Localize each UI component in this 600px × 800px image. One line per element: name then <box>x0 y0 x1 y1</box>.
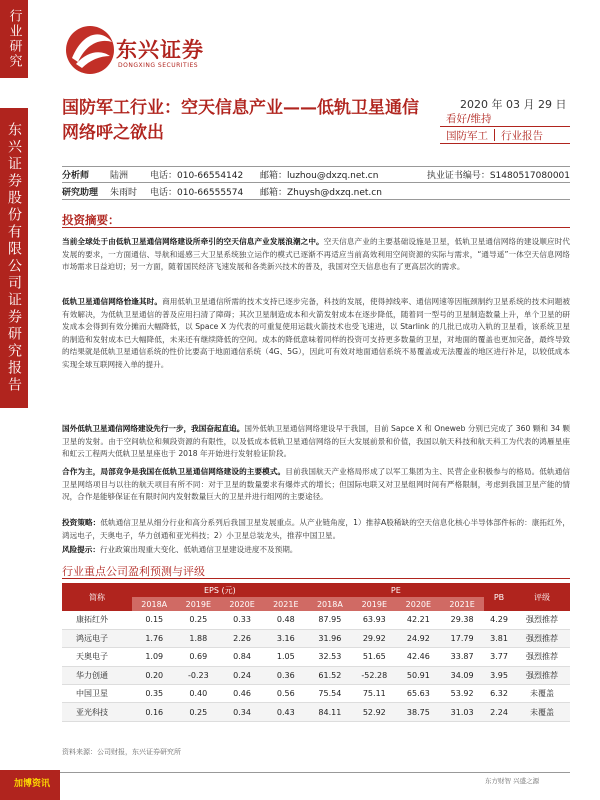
value-cell: 87.95 <box>308 611 352 629</box>
assistant-email[interactable]: 邮箱：Zhuysh@dxzq.net.cn <box>260 187 382 198</box>
table-header-row <box>62 583 570 597</box>
analyst-cert: 执业证书编号：S1480517080001 <box>426 171 570 181</box>
value-cell: 0.33 <box>220 611 264 629</box>
analyst-block <box>62 166 570 200</box>
sidebar-top-label: 行业研究 <box>0 0 28 78</box>
col-year: 2018A <box>132 597 176 611</box>
summary-title: 投资摘要： <box>62 213 120 227</box>
value-cell: 53.92 <box>440 685 484 703</box>
table-row <box>62 629 570 647</box>
logo-name: 东兴证券 <box>116 38 204 62</box>
company-name-cell: 鸿远电子 <box>62 629 132 647</box>
company-name-cell: 亚光科技 <box>62 703 132 721</box>
rating-cell: 强烈推荐 <box>514 648 570 666</box>
value-cell: 65.63 <box>396 685 440 703</box>
sidebar-main-label: 东兴证券股份有限公司证券研究报告 <box>0 108 28 408</box>
col-eps: EPS (元) <box>132 583 308 597</box>
col-pb: PB <box>484 583 514 611</box>
logo-subtitle: DONGXING SECURITIES <box>118 62 199 69</box>
paragraph-3-text: 国外低轨卫星通信网络建设早于我国，目前 Sapce X 和 Oneweb 分别已完成了 360 颗和 34 颗卫星的发射。由于空间轨位和频段资源的有限性，以及低成本低轨卫星通信网络的巨大发展前景和价值，我国以航天科技和航天科工为代表的鸿雁星座和虹云工程两大低轨卫星星座也于 2018 年开始进行发射验证阶段。 <box>62 424 571 458</box>
value-cell: 52.92 <box>352 703 396 721</box>
value-cell: 32.53 <box>308 648 352 666</box>
company-name-cell: 天奥电子 <box>62 648 132 666</box>
rating-cell: 未覆盖 <box>514 703 570 721</box>
paragraph-5-text: 低轨通信卫星从细分行业和高分系列后我国卫星发展重点。从产业链角度，1）推荐A股稀缺的空天信息化核心半导体部件标的：康拓红外，鸿远电子，天奥电子，华力创通和亚光科技；2）小卫星总装龙头，推荐中国卫星。 <box>62 518 570 540</box>
table-title: 行业重点公司盈利预测与评级 <box>62 565 205 578</box>
value-cell: 1.05 <box>264 648 308 666</box>
assistant-row <box>62 183 570 200</box>
value-cell: 34.09 <box>440 666 484 684</box>
paragraph-4 <box>62 466 570 504</box>
value-cell: 33.87 <box>440 648 484 666</box>
value-cell: 0.40 <box>176 685 220 703</box>
value-cell: 51.65 <box>352 648 396 666</box>
value-cell: 0.36 <box>264 666 308 684</box>
paragraph-2-text: 商用低轨卫星通信所需的技术支持已逐步完备，科技的发展，使得掉线率、通信网速等因瓶颈制约卫星系统的技术问题被有效解决，为低轨卫星通信的普及应用扫清了障碍；其次卫星制造成本和火箭发射成本在逐步降低，随着同一型号的卫星制造数量上升，单个卫星的研发成本会得到有效分摊而大幅降低，以 Space X 为代表的可重复使用运载火箭技术也受飞速进，以 Starlink 的几批已成功入轨的卫星看，该系统卫星的制造和发射成本已大幅降低，未来还有继续降低的空间。成本的降低意味着同样的投资可支持更多数量的卫星，对地面的覆盖也更加完备，最终导致的结果就是低轨卫星通信系统的性价比要高于地面通信系统（4G、5G），因此可有效对地面通信系统不易覆盖或无法覆盖的地区进行补足，以较低成本实现全球互联网接入单的提升。 <box>62 297 571 369</box>
value-cell: 38.75 <box>396 703 440 721</box>
forecast-table <box>62 583 570 722</box>
value-cell: 2.24 <box>484 703 514 721</box>
value-cell: 42.46 <box>396 648 440 666</box>
paragraph-5-lead: 投资策略： <box>62 518 101 527</box>
value-cell: -0.23 <box>176 666 220 684</box>
analyst-name: 陆洲 <box>110 171 129 181</box>
paragraph-1 <box>62 236 570 274</box>
value-cell: 29.92 <box>352 629 396 647</box>
col-year: 2021E <box>440 597 484 611</box>
table-row <box>62 611 570 629</box>
value-cell: 24.92 <box>396 629 440 647</box>
rating-cell: 强烈推荐 <box>514 611 570 629</box>
report-date: 2020 年 03 月 29 日 <box>460 98 567 111</box>
value-cell: 0.84 <box>220 648 264 666</box>
paragraph-1-text: 空天信息产业的主要基础设施是卫星，低轨卫星通信网络的建设顺应时代发展的要求，一方面通信、导航和遥感三大卫星系统独立运作的模式已逐渐不再适应当前高效利用空间资源的实际与需求，“通导遥”一体空天信息网络市场需求日益迫切；另一方面，随着国民经济飞速发展和各类新兴技术的普及，我国对空天信息也有了更高层次的需求。 <box>62 237 570 271</box>
col-pe: PE <box>308 583 484 597</box>
paragraph-4-lead: 合作为主，局部竞争是我国在低轨卫星通信网络建设的主要模式。 <box>62 467 286 476</box>
value-cell: 0.24 <box>220 666 264 684</box>
paragraph-5 <box>62 517 570 542</box>
col-name: 简称 <box>62 583 132 611</box>
analyst-email[interactable]: 邮箱：luzhou@dxzq.net.cn <box>260 171 379 181</box>
analyst-role: 分析师 <box>62 171 90 181</box>
value-cell: 0.46 <box>220 685 264 703</box>
value-cell: 0.48 <box>264 611 308 629</box>
value-cell: 3.81 <box>484 629 514 647</box>
company-name-cell: 中国卫星 <box>62 685 132 703</box>
paragraph-4-text: 目前我国航天产业格局形成了以军工集团为主、民营企业积极参与的格局。低轨通信卫星网络项目与以往的航天项目有所不同：对于卫星的数量要求有爆炸式的增长；但国际电联又对卫星组网时间有严格限制，考虑到我国卫星产能的情况，合作是能够保证在有限时间内发射数量巨大的卫星并进行组网的主要途径。 <box>62 467 571 501</box>
value-cell: 0.34 <box>220 703 264 721</box>
col-year: 2021E <box>264 597 308 611</box>
paragraph-6-text: 行业政策出现重大变化、低轨通信卫星建设进度不及预期。 <box>99 545 298 554</box>
value-cell: 29.38 <box>440 611 484 629</box>
value-cell: 6.32 <box>484 685 514 703</box>
value-cell: 3.16 <box>264 629 308 647</box>
rating-cell: 强烈推荐 <box>514 666 570 684</box>
col-year: 2020E <box>220 597 264 611</box>
value-cell: 0.25 <box>176 611 220 629</box>
footer-divider <box>42 772 570 773</box>
assistant-name: 朱雨时 <box>110 187 138 198</box>
value-cell: 2.26 <box>220 629 264 647</box>
col-year: 2019E <box>176 597 220 611</box>
report-title: 国防军工行业：空天信息产业——低轨卫星通信网络呼之欲出 <box>62 98 419 143</box>
sidebar <box>0 0 42 800</box>
value-cell: 0.20 <box>132 666 176 684</box>
value-cell: 0.69 <box>176 648 220 666</box>
footer-slogan: 东方财智 兴盛之源 <box>485 777 540 785</box>
col-rating: 评级 <box>514 583 570 611</box>
company-name-cell: 华力创通 <box>62 666 132 684</box>
value-cell: 4.29 <box>484 611 514 629</box>
col-year: 2018A <box>308 597 352 611</box>
value-cell: 0.35 <box>132 685 176 703</box>
paragraph-2 <box>62 296 570 371</box>
value-cell: 75.11 <box>352 685 396 703</box>
value-cell: 75.54 <box>308 685 352 703</box>
value-cell: 61.52 <box>308 666 352 684</box>
assistant-role: 研究助理 <box>62 187 99 198</box>
summary-divider <box>62 227 570 228</box>
value-cell: 1.09 <box>132 648 176 666</box>
value-cell: 3.77 <box>484 648 514 666</box>
value-cell: 31.03 <box>440 703 484 721</box>
value-cell: 63.93 <box>352 611 396 629</box>
value-cell: 50.91 <box>396 666 440 684</box>
assistant-phone: 电话：010-66555574 <box>150 187 244 198</box>
value-cell: 1.88 <box>176 629 220 647</box>
value-cell: 0.43 <box>264 703 308 721</box>
table-row <box>62 648 570 666</box>
table-row <box>62 666 570 684</box>
table-row <box>62 703 570 721</box>
paragraph-3-lead: 国外低轨卫星通信网络建设先行一步，我国奋起直追。 <box>62 424 245 433</box>
report-tags <box>440 110 570 144</box>
col-year: 2019E <box>352 597 396 611</box>
value-cell: 42.21 <box>396 611 440 629</box>
analyst-phone: 电话：010-66554142 <box>150 171 244 181</box>
rating-cell: 强烈推荐 <box>514 629 570 647</box>
value-cell: 0.16 <box>132 703 176 721</box>
value-cell: 31.96 <box>308 629 352 647</box>
report-type-label: 行业报告 <box>501 129 543 142</box>
col-year: 2020E <box>396 597 440 611</box>
paragraph-3 <box>62 423 570 461</box>
paragraph-1-lead: 当前全球处于由低轨卫星通信网络建设所牵引的空天信息产业发展浪潮之中。 <box>62 237 324 246</box>
table-row <box>62 685 570 703</box>
paragraph-6-lead: 风险提示： <box>62 545 100 554</box>
value-cell: -52.28 <box>352 666 396 684</box>
category-row <box>440 127 570 144</box>
watermark-text: 加博资讯 <box>14 779 51 789</box>
value-cell: 84.11 <box>308 703 352 721</box>
value-cell: 17.79 <box>440 629 484 647</box>
value-cell: 3.95 <box>484 666 514 684</box>
table-divider <box>62 578 570 579</box>
rating-row <box>440 110 570 127</box>
analyst-row <box>62 166 570 183</box>
rating-label: 看好/维持 <box>446 112 492 125</box>
value-cell: 0.25 <box>176 703 220 721</box>
paragraph-6 <box>62 544 570 557</box>
industry-label: 国防军工 <box>446 129 488 142</box>
company-name-cell: 康拓红外 <box>62 611 132 629</box>
value-cell: 1.76 <box>132 629 176 647</box>
rating-cell: 未覆盖 <box>514 685 570 703</box>
table-source: 资料来源：公司财报，东兴证券研究所 <box>62 748 181 756</box>
value-cell: 0.15 <box>132 611 176 629</box>
paragraph-2-lead: 低轨卫星通信网络恰逢其时。 <box>62 297 163 306</box>
value-cell: 0.56 <box>264 685 308 703</box>
